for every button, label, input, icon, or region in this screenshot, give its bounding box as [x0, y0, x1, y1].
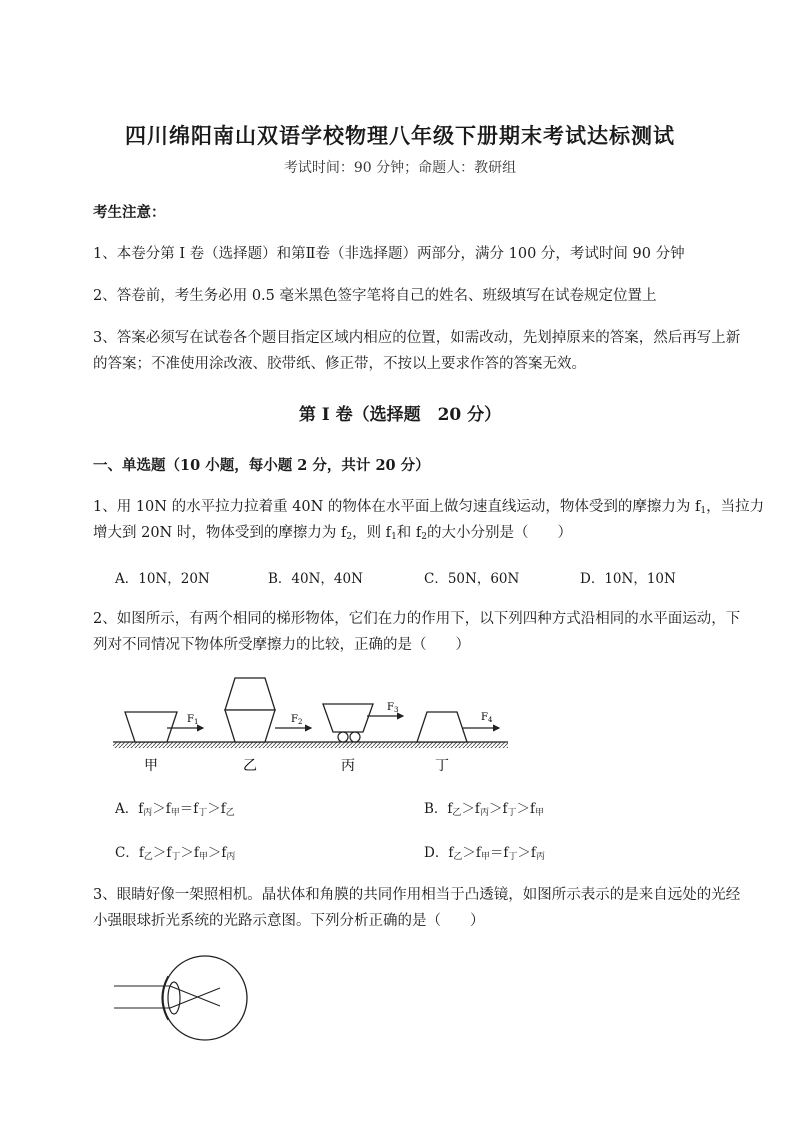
object-ding [417, 712, 499, 742]
q2-option-c[interactable]: C．$f_乙>f_丁>f_甲>f_丙$ [115, 845, 236, 862]
notice-item-3: 3、答案必须写在试卷各个题目指定区域内相应的位置，如需改动，先划掉原来的答案，然后再写上新 [93, 330, 741, 346]
notice-item-3-cont: 的答案；不准使用涂改液、胶带纸、修正带，不按以上要求作答的答案无效。 [93, 356, 586, 372]
part-heading: 一、单选题（10 小题，每小题 2 分，共计 20 分） [93, 457, 430, 474]
friction-figure [105, 670, 525, 780]
ground-hatch [113, 742, 508, 748]
q1-line-1: 1、用 10N 的水平拉力拉着重 40N 的物体在水平面上做匀速直线运动，物体受到的摩擦力为 $f_1$，当拉力 [93, 499, 765, 516]
notice-item-2: 2、答卷前，考生务必用 0.5 毫米黑色签字笔将自己的姓名、班级填写在试卷规定位置上 [93, 288, 657, 304]
q1-option-d[interactable]: D．10N，10N [580, 571, 676, 587]
page-title: 四川绵阳南山双语学校物理八年级下册期末考试达标测试 [125, 123, 675, 148]
figure-label-jia: 甲 [144, 758, 158, 774]
eye-diagram [110, 948, 250, 1048]
force-label-f3: $F_3$ [387, 702, 399, 714]
notice-heading: 考生注意： [93, 204, 166, 221]
q1-line-2: 增大到 20N 时，物体受到的摩擦力为 $f_2$，则 $f_1$和 $f_2$的大小分别是（ ） [93, 525, 573, 542]
q2-line-1: 2、如图所示，有两个相同的梯形物体，它们在力的作用下，以下列四种方式沿相同的水平面运动，下 [93, 611, 741, 627]
q2-line-2: 列对不同情况下物体所受摩擦力的比较，正确的是（ ） [93, 637, 470, 653]
section-title: 第 I 卷（选择题 20 分） [298, 405, 502, 425]
figure-label-bing: 丙 [341, 758, 355, 774]
exam-info: 考试时间：90 分钟；命题人：教研组 [283, 160, 517, 176]
figure-label-yi: 乙 [243, 758, 257, 774]
object-yi [225, 678, 311, 742]
q2-option-b[interactable]: B．$f_乙>f_丙>f_丁>f_甲$ [424, 801, 544, 818]
q2-option-a[interactable]: A．$f_丙>f_甲=f_丁>f_乙$ [115, 801, 235, 818]
q3-line-1: 3、眼睛好像一架照相机。晶状体和角膜的共同作用相当于凸透镜，如图所示表示的是来自远处的光经 [93, 887, 741, 903]
q1-option-c[interactable]: C．50N，60N [424, 571, 520, 587]
object-jia [125, 712, 203, 742]
q2-option-d[interactable]: D．$f_乙>f_甲=f_丁>f_丙$ [424, 845, 545, 862]
notice-item-1: 1、本卷分第 I 卷（选择题）和第Ⅱ卷（非选择题）两部分，满分 100 分，考试时间 90 分钟 [93, 246, 685, 262]
force-label-f2: $F_2$ [291, 714, 303, 726]
lens [168, 982, 180, 1014]
figure-label-ding: 丁 [435, 758, 449, 774]
q1-option-b[interactable]: B．40N，40N [268, 571, 363, 587]
force-label-f4: $F_4$ [481, 712, 493, 724]
object-bing [323, 702, 403, 742]
force-label-f1: $F_1$ [187, 714, 199, 726]
q1-option-a[interactable]: A．10N，20N [115, 571, 210, 587]
q3-line-2: 小强眼球折光系统的光路示意图。下列分析正确的是（ ） [93, 913, 485, 929]
